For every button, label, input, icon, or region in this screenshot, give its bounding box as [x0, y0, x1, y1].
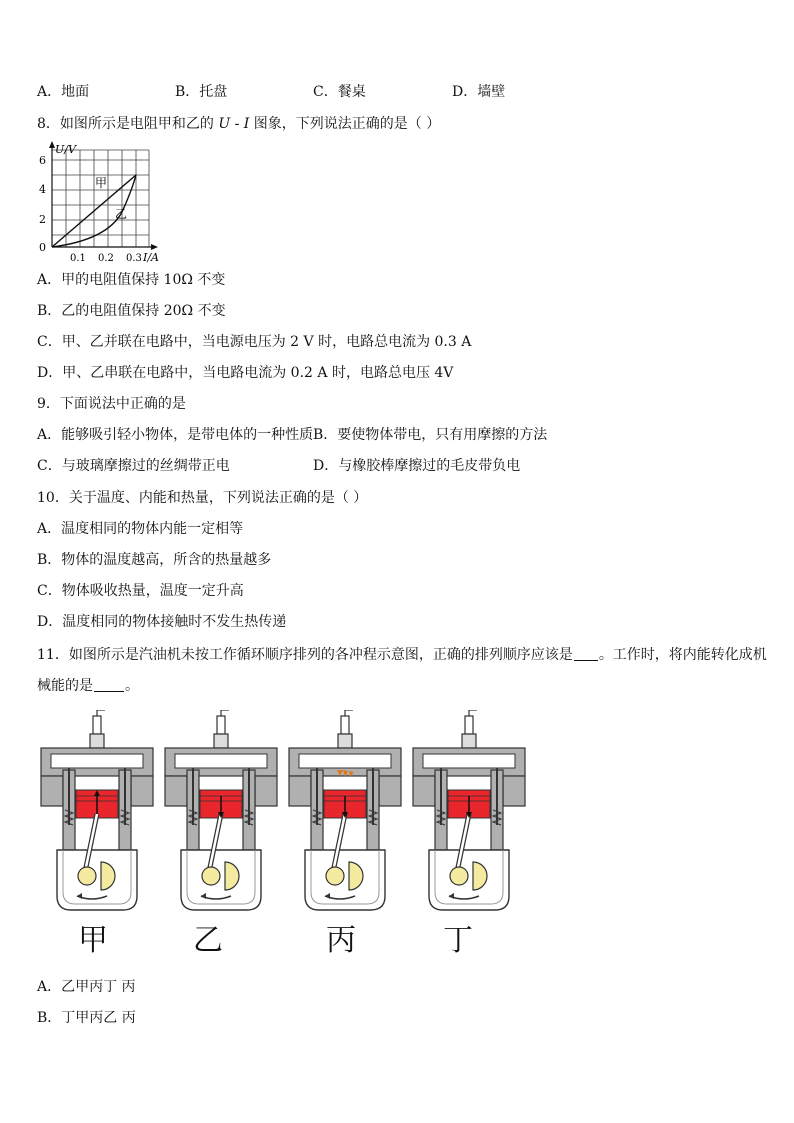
- q8-curve-label-yi: 乙: [115, 207, 128, 221]
- q8-ui-graph: [37, 140, 167, 265]
- q8-option-d: D．甲、乙串联在电路中，当电路电流为 0.2 A 时，电路总电压 4V: [37, 365, 454, 381]
- q8-y-axis-label: U/V: [55, 143, 76, 156]
- q11-stem-part2: 。工作时，将内能转化成机: [598, 647, 767, 663]
- q11-stem-line1: [37, 646, 767, 664]
- figure-label-yi: 乙: [193, 923, 223, 958]
- q11-engine-figure: [37, 710, 537, 922]
- q8-origin-label: 0: [39, 241, 46, 254]
- figure-label-jia: 甲: [78, 923, 108, 958]
- q11-option-a: A．乙甲丙丁 丙: [37, 979, 136, 995]
- q8-x-tick-02: 0.2: [98, 253, 114, 264]
- q8-y-tick-4: 4: [39, 183, 46, 196]
- q8-stem-math: U - I: [218, 116, 250, 132]
- q7-option-b: B．托盘: [175, 84, 228, 100]
- q7-option-c: C．餐桌: [313, 84, 366, 100]
- q8-option-c: C．甲、乙并联在电路中，当电源电压为 2 V 时，电路总电流为 0.3 A: [37, 334, 472, 350]
- q8-x-tick-01: 0.1: [70, 253, 86, 264]
- q11-stem-part1: 11．如图所示是汽油机未按工作循环顺序排列的各冲程示意图，正确的排列顺序应该是: [37, 647, 573, 663]
- q9-option-d: D．与橡胶棒摩擦过的毛皮带负电: [313, 458, 521, 474]
- q11-stem-line2-suffix: 。: [125, 678, 139, 694]
- q8-option-a: A．甲的电阻值保持 10Ω 不变: [37, 272, 226, 288]
- q11-option-b: B．丁甲丙乙 丙: [37, 1010, 136, 1026]
- q9-option-b: B．要使物体带电，只有用摩擦的方法: [313, 427, 548, 443]
- q8-x-arrow-icon: [151, 244, 158, 250]
- q8-x-axis-label: I/A: [143, 251, 159, 264]
- q11-blank-2: [94, 677, 124, 692]
- q7-option-a: A．地面: [37, 84, 90, 100]
- q8-stem: [37, 115, 440, 133]
- q9-option-a: A．能够吸引轻小物体，是带电体的一种性质: [37, 427, 314, 443]
- q8-y-tick-6: 6: [39, 154, 46, 167]
- q7-option-d: D．墙壁: [452, 84, 506, 100]
- q8-curve-label-jia: 甲: [95, 176, 108, 190]
- q11-stem-line2: [37, 677, 139, 695]
- q10-option-a: A．温度相同的物体内能一定相等: [37, 521, 244, 537]
- q8-option-b: B．乙的电阻值保持 20Ω 不变: [37, 303, 226, 319]
- q9-option-c: C．与玻璃摩擦过的丝绸带正电: [37, 458, 230, 474]
- q9-stem: 9．下面说法中正确的是: [37, 396, 186, 412]
- q8-x-tick-03: 0.3: [126, 253, 142, 264]
- q8-stem-suffix: 图象，下列说法正确的是（ ）: [253, 116, 441, 132]
- figure-label-ding: 丁: [443, 923, 473, 958]
- q10-option-b: B．物体的温度越高，所含的热量越多: [37, 552, 272, 568]
- q11-blank-1: [574, 646, 598, 661]
- q10-stem: 10．关于温度、内能和热量，下列说法正确的是（ ）: [37, 490, 368, 506]
- q8-stem-prefix: 8．如图所示是电阻甲和乙的: [37, 116, 214, 132]
- figure-label-bing: 丙: [326, 923, 356, 958]
- q8-y-tick-2: 2: [39, 213, 46, 226]
- q10-option-c: C．物体吸收热量，温度一定升高: [37, 583, 244, 599]
- q10-option-d: D．温度相同的物体接触时不发生热传递: [37, 614, 287, 630]
- q11-stem-line2-prefix: 械能的是: [37, 678, 93, 694]
